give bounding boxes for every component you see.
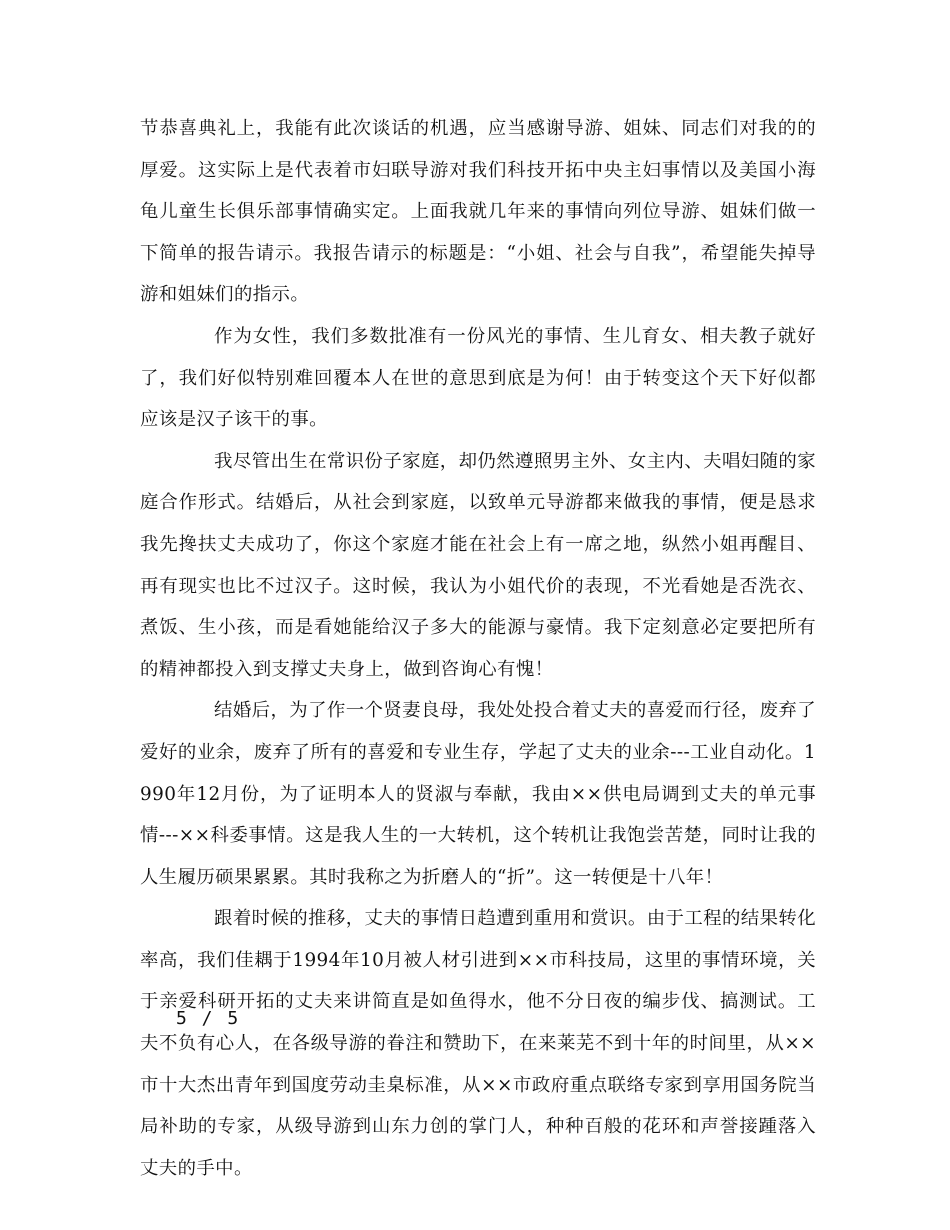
page-number: 5 / 5 — [176, 1008, 241, 1029]
paragraph-1: 节恭喜典礼上，我能有此次谈话的机遇，应当感谢导游、姐妹、同志们对我的的厚爱。这实际上是代表着市妇联导游对我们科技开拓中央主妇事情以及美国小海龟儿童生长俱乐部事情确实定。上面我就几年来的事情向列位导游、姐妹们做一下简单的报告请示。我报告请示的标题是：“小姐、社会与自我”，希望能失掉导游和姐妹们的指示。 — [140, 118, 816, 306]
paragraph-3: 我尽管出生在常识份子家庭，却仍然遵照男主外、女主内、夫唱妇随的家庭合作形式。结婚后，从社会到家庭，以致单元导游都来做我的事情，便是恳求我先搀扶丈夫成功了，你这个家庭才能在社会上有一席之地，纵然小姐再醒目、再有现实也比不过汉子。这时候，我认为小姐代价的表现，不光看她是否洗衣、煮饭、生小孩，而是看她能给汉子多大的能源与豪情。我下定刻意必定要把所有的精神都投入到支撑丈夫身上，做到咨询心有愧！ — [140, 450, 816, 680]
document-body — [140, 108, 816, 1189]
paragraph-4: 结婚后，为了作一个贤妻良母，我处处投合着丈夫的喜爱而行径，废弃了爱好的业余，废弃了所有的喜爱和专业生存，学起了丈夫的业余---工业自动化。1990年12月份，为了证明本人的贤淑与奉献，我由××供电局调到丈夫的单元事情---××科委事情。这是我人生的一大转机，这个转机让我饱尝苦楚，同时让我的人生履历硕果累累。其时我称之为折磨人的“折”。这一转便是十八年！ — [140, 700, 816, 888]
paragraph-2: 作为女性，我们多数批准有一份风光的事情、生儿育女、相夫教子就好了，我们好似特别难回覆本人在世的意思到底是为何！由于转变这个天下好似都应该是汉子该干的事。 — [140, 325, 816, 431]
paragraph-5: 跟着时候的推移，丈夫的事情日趋遭到重用和赏识。由于工程的结果转化率高，我们佳耦于1994年10月被人材引进到××市科技局，这里的事情环境，关于亲爱科研开拓的丈夫来讲简直是如鱼得水，他不分日夜的编步伐、搞测试。工夫不负有心人，在各级导游的眷注和赞助下，在来莱芜不到十年的时间里，从××市十大杰出青年到国度劳动圭臬标准，从××市政府重点联络专家到享用国务院当局补助的专家，从级导游到山东力创的掌门人，种种百般的花环和声誉接踵落入丈夫的手中。 — [140, 908, 816, 1179]
